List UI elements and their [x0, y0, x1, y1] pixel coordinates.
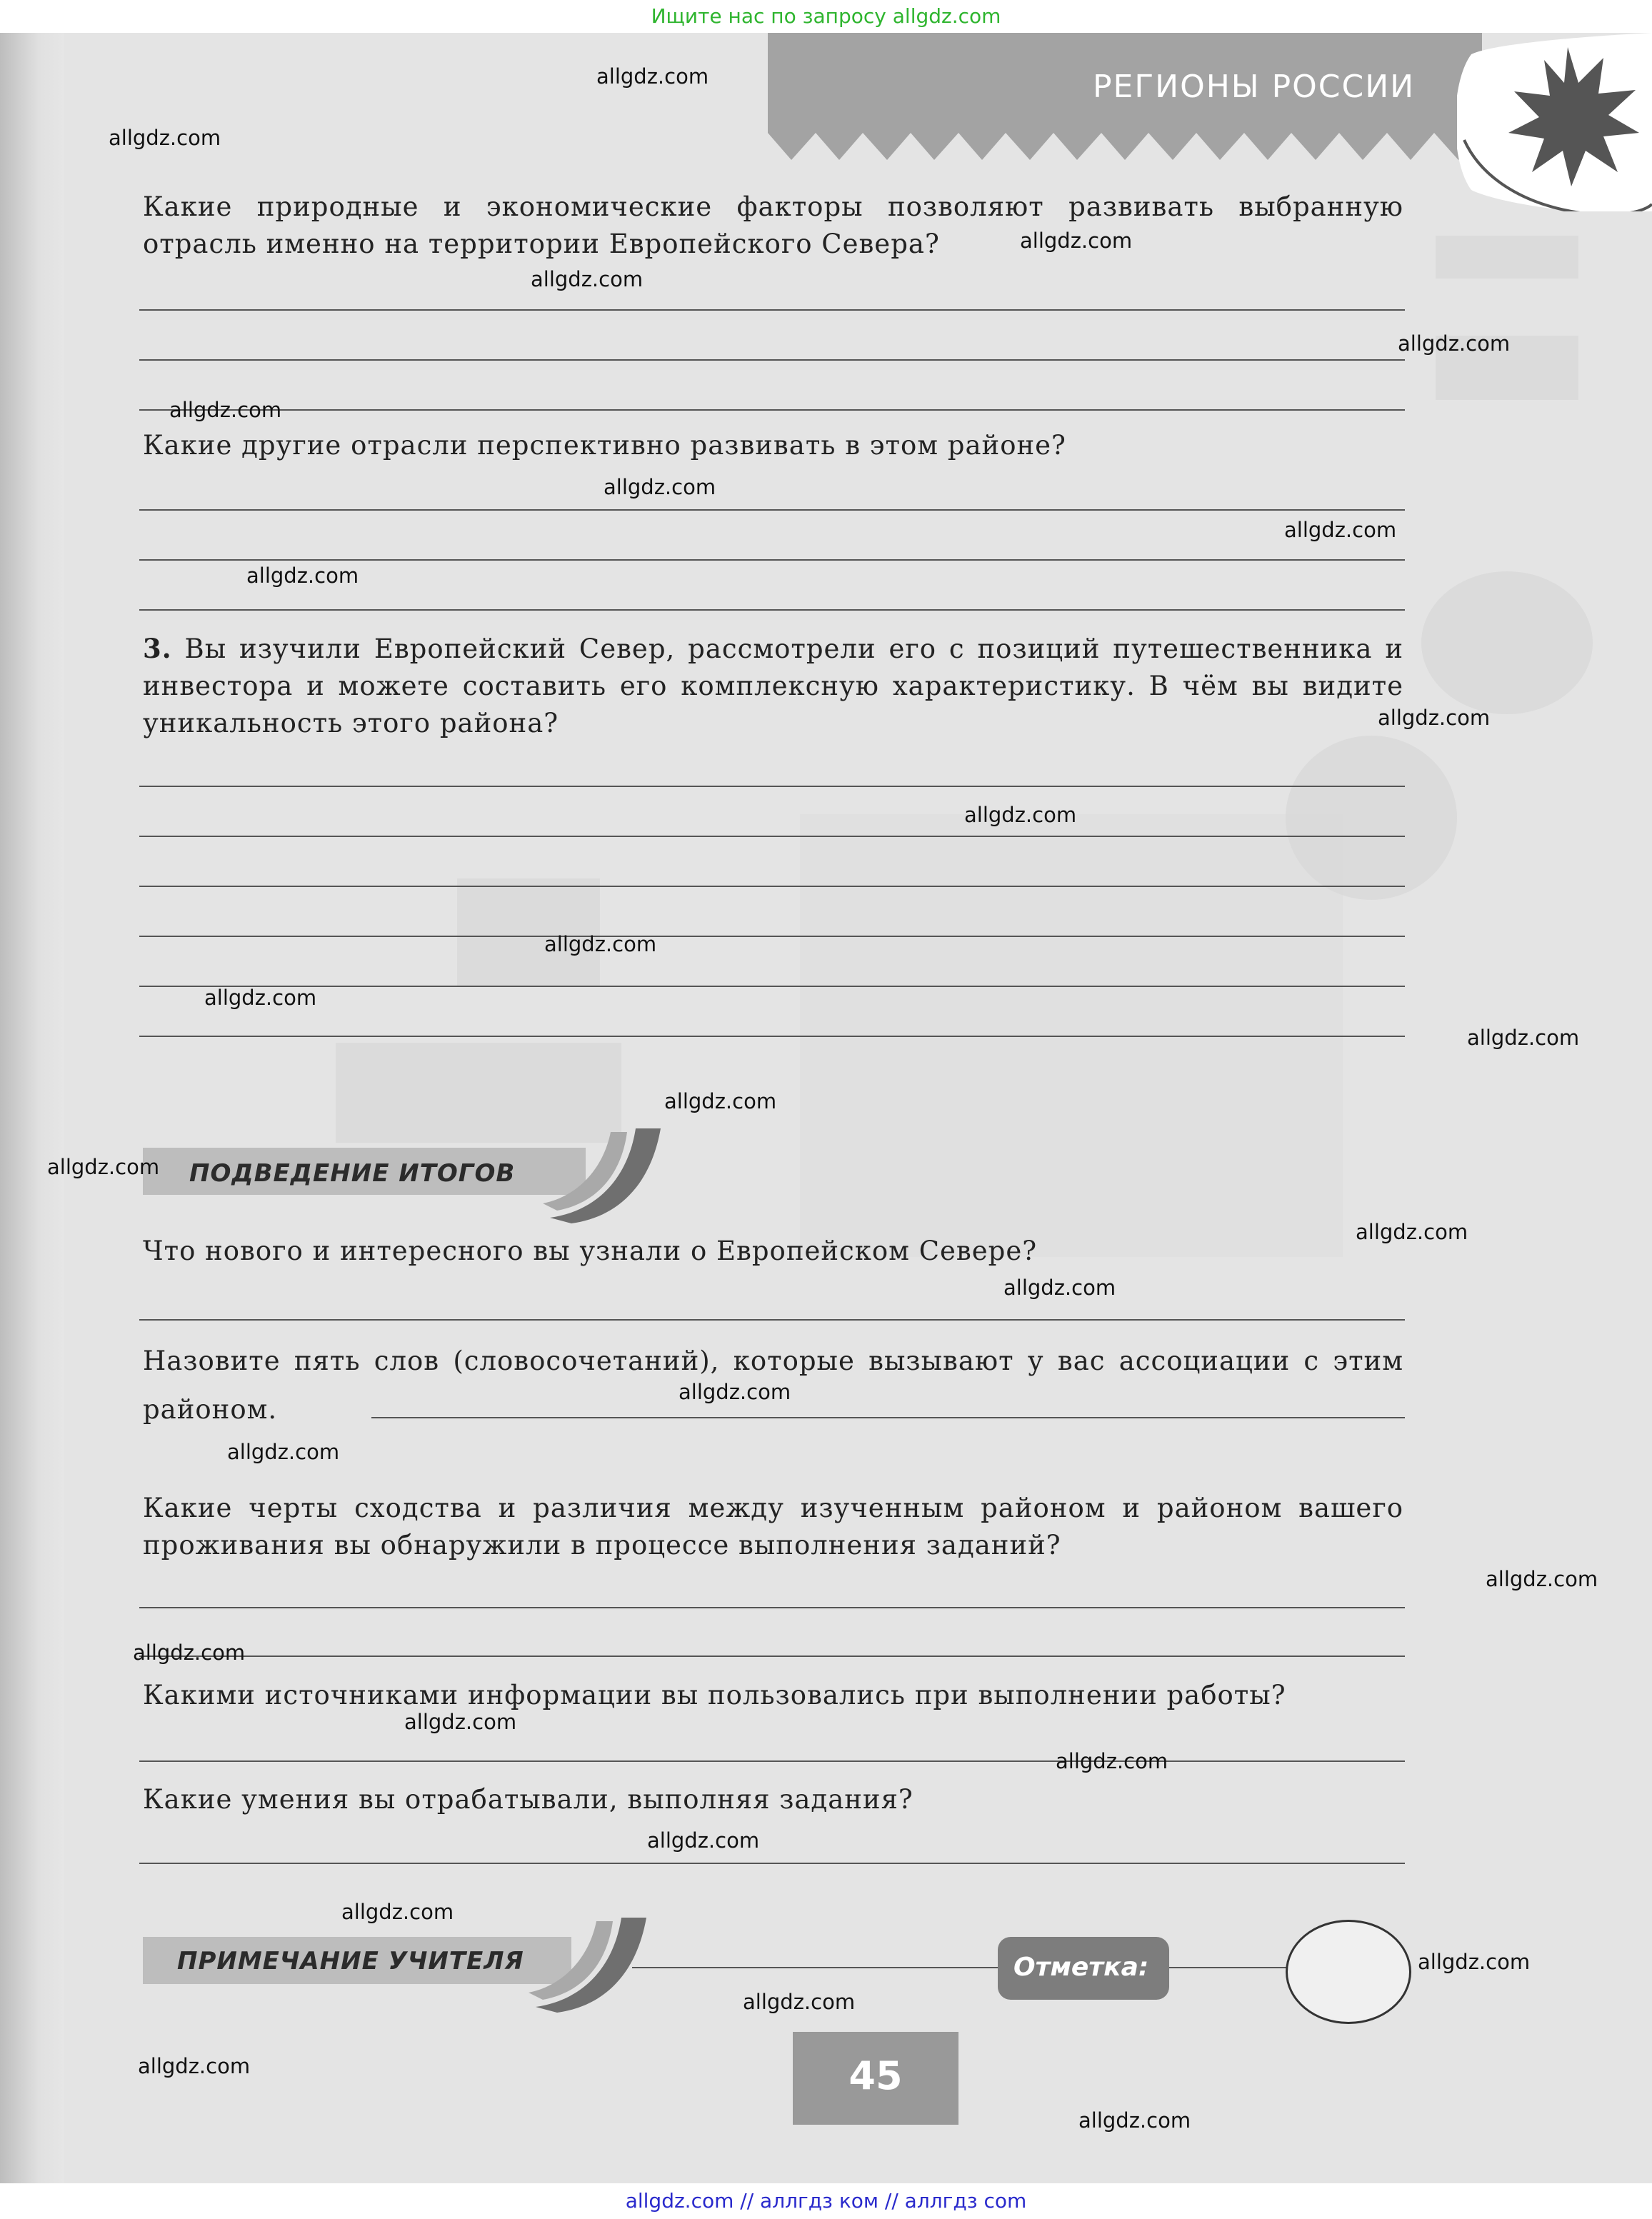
watermark: allgdz.com	[1398, 331, 1511, 356]
mark-badge	[998, 1937, 1169, 2000]
answer-line[interactable]	[139, 836, 1405, 837]
watermark: allgdz.com	[679, 1380, 791, 1404]
watermark: allgdz.com	[404, 1710, 517, 1734]
header-star-icon	[1457, 33, 1652, 211]
summary-heading-label: ПОДВЕДЕНИЕ ИТОГОВ	[189, 1159, 516, 1188]
watermark: allgdz.com	[169, 398, 282, 422]
watermark: allgdz.com	[109, 126, 221, 150]
watermark: allgdz.com	[664, 1089, 777, 1113]
mark-label: Отметка:	[1013, 1953, 1149, 1982]
answer-line[interactable]	[139, 509, 1405, 511]
top-banner: Ищите нас по запросу allgdz.com	[0, 0, 1652, 33]
question-number: 3.	[143, 633, 172, 664]
question-five-words: Назовите пять слов (словосочетаний), которые вызывают у вас ассоциации с этим районом.	[143, 1346, 1403, 1425]
ghost-circle	[1421, 571, 1593, 714]
watermark: allgdz.com	[47, 1155, 160, 1179]
summary-heading	[143, 1139, 643, 1203]
question-3-text: Вы изучили Европейский Север, рассмотрели его с позиций путешественника и инвестора и можете составить его комплексную характеристику. В чём вы видите уникальность этого района?	[143, 633, 1403, 738]
watermark: allgdz.com	[743, 1990, 856, 2014]
watermark: allgdz.com	[1486, 1567, 1598, 1591]
watermark: allgdz.com	[1378, 706, 1491, 730]
watermark: allgdz.com	[133, 1641, 246, 1665]
watermark: allgdz.com	[1418, 1950, 1531, 1974]
answer-line[interactable]	[139, 1319, 1405, 1321]
question-other-branches: Какие другие отрасли перспективно развивать в этом районе?	[143, 430, 1066, 461]
answer-line[interactable]	[139, 786, 1405, 787]
watermark: allgdz.com	[341, 1900, 454, 1924]
swoosh-icon	[529, 1914, 650, 2014]
watermark: allgdz.com	[1284, 518, 1397, 542]
watermark: allgdz.com	[1356, 1220, 1468, 1244]
answer-line[interactable]	[139, 1656, 1405, 1657]
ghost-tab	[1436, 236, 1578, 279]
watermark: allgdz.com	[964, 803, 1077, 827]
watermark: allgdz.com	[138, 2054, 251, 2078]
watermark: allgdz.com	[1056, 1749, 1168, 1773]
watermark: allgdz.com	[204, 986, 317, 1010]
watermark: allgdz.com	[246, 563, 359, 588]
page-number: 45	[848, 2053, 903, 2098]
watermark: allgdz.com	[1003, 1276, 1116, 1300]
watermark: allgdz.com	[531, 267, 644, 291]
question-similarities: Какие черты сходства и различия между изученным районом и районом вашего проживания вы обнаружили в процессе выполнения заданий?	[143, 1493, 1403, 1561]
answer-line[interactable]	[139, 1760, 1405, 1762]
answer-line[interactable]	[139, 1863, 1405, 1864]
mark-circle[interactable]	[1286, 1920, 1411, 2024]
mark-line	[1169, 1967, 1287, 1968]
answer-line[interactable]	[139, 1036, 1405, 1037]
watermark: allgdz.com	[544, 932, 657, 956]
answer-line[interactable]	[139, 559, 1405, 561]
answer-line[interactable]	[139, 1607, 1405, 1608]
watermark: allgdz.com	[604, 475, 716, 499]
watermark: allgdz.com	[647, 1828, 760, 1853]
bottom-banner: allgdz.com // аллгдз ком // аллгдз com	[0, 2183, 1652, 2219]
answer-line[interactable]	[139, 986, 1405, 987]
watermark: allgdz.com	[227, 1440, 340, 1464]
answer-line[interactable]	[139, 936, 1405, 937]
answer-line[interactable]	[139, 609, 1405, 611]
page-number-box	[793, 2032, 958, 2125]
question-sources: Какими источниками информации вы пользовались при выполнении работы?	[143, 1680, 1286, 1710]
header-zigzag	[768, 133, 1482, 161]
question-skills: Какие умения вы отрабатывали, выполняя задания?	[143, 1784, 913, 1815]
answer-line[interactable]	[139, 409, 1405, 411]
answer-line[interactable]	[139, 309, 1405, 311]
watermark: allgdz.com	[1078, 2108, 1191, 2133]
answer-line[interactable]	[371, 1417, 1405, 1418]
watermark: allgdz.com	[596, 64, 709, 89]
header-title: РЕГИОНЫ РОССИИ	[1093, 69, 1416, 105]
book-spine-shadow	[0, 0, 64, 2219]
answer-line[interactable]	[139, 886, 1405, 887]
teacher-note-line[interactable]	[632, 1967, 998, 1968]
watermark: allgdz.com	[1467, 1026, 1580, 1050]
question-3	[143, 630, 1403, 742]
teacher-note-heading	[143, 1928, 643, 1993]
answer-line[interactable]	[139, 359, 1405, 361]
question-factors: Какие природные и экономические факторы позволяют развивать выбранную отрасль именно на территории Европейского Севера?	[143, 191, 1403, 259]
teacher-note-label: ПРИМЕЧАНИЕ УЧИТЕЛЯ	[177, 1947, 524, 1975]
swoosh-icon	[543, 1125, 664, 1225]
watermark: allgdz.com	[1020, 229, 1133, 253]
question-new-learned: Что нового и интересного вы узнали о Европейском Севере?	[143, 1236, 1038, 1266]
